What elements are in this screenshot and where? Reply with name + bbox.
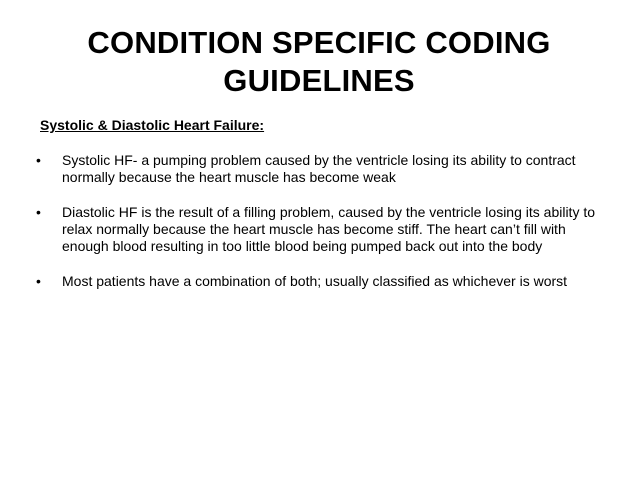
bullet-text: Diastolic HF is the result of a filling problem, caused by the ventricle losing its ability to relax normally because the heart muscle has become stiff. The heart can’t fill with enough blood resulting in too little blood being pumped back out into the body bbox=[62, 204, 596, 254]
bullet-item-diastolic bbox=[36, 204, 616, 255]
bullet-item-systolic bbox=[36, 152, 616, 186]
bullet-dot-icon: • bbox=[36, 204, 41, 220]
slide-title bbox=[0, 24, 638, 100]
slide-title-line-2: GUIDELINES bbox=[223, 63, 415, 98]
bullet-text: Most patients have a combination of both; usually classified as whichever is worst bbox=[62, 273, 568, 289]
bullet-list bbox=[36, 152, 616, 290]
slide-title-line-1: CONDITION SPECIFIC CODING bbox=[87, 25, 551, 60]
section-heading: Systolic & Diastolic Heart Failure: bbox=[40, 117, 265, 133]
bullet-dot-icon: • bbox=[36, 273, 41, 289]
bullet-dot-icon: • bbox=[36, 152, 41, 168]
bullet-item-combination bbox=[36, 273, 616, 290]
bullet-text: Systolic HF- a pumping problem caused by the ventricle losing its ability to contract normally because the heart muscle has become weak bbox=[62, 152, 576, 185]
